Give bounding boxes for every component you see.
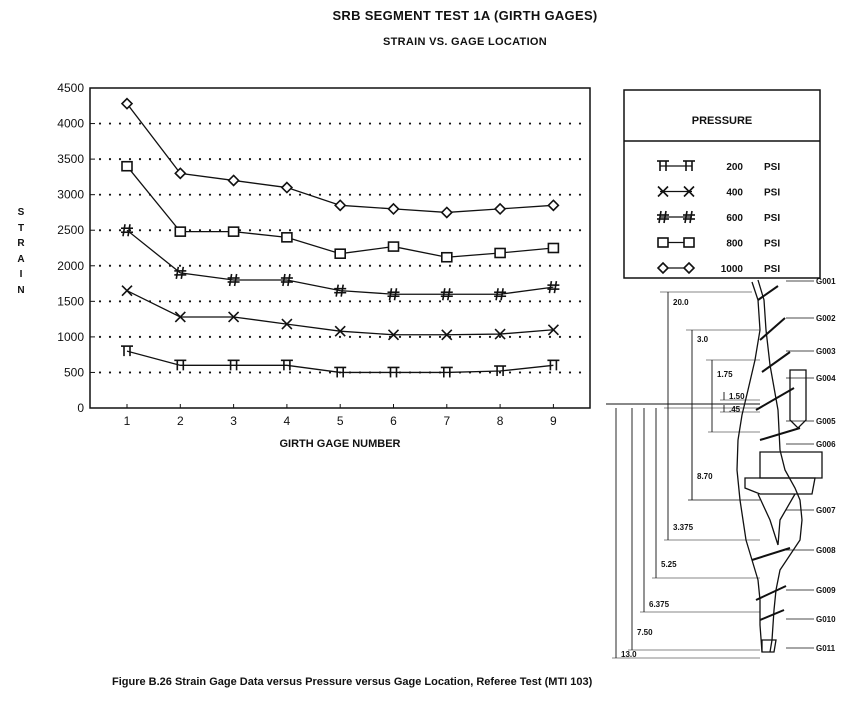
data-point-square	[282, 233, 292, 242]
y-tick-label: 0	[77, 401, 84, 415]
hatch-line	[760, 318, 785, 340]
y-tick-label: 2500	[57, 223, 84, 238]
y-axis-label-letter: T	[17, 222, 25, 234]
y-tick-label: 4000	[57, 116, 84, 131]
x-tick-label: 9	[550, 414, 557, 428]
data-point-diamond	[389, 204, 399, 214]
legend-item	[657, 211, 780, 224]
dimension-label: 7.50	[637, 628, 653, 637]
legend-label: 600	[726, 213, 743, 224]
legend-unit: PSI	[764, 162, 781, 173]
data-point-diamond	[495, 204, 505, 214]
data-point-square	[335, 249, 345, 258]
legend-unit: PSI	[764, 238, 781, 250]
dimension-label: 1.75	[717, 370, 733, 379]
gage-label: G003	[816, 347, 836, 356]
y-tick-label: 1000	[57, 329, 84, 344]
data-point-square	[175, 227, 185, 236]
hatch-line	[760, 610, 784, 620]
hatch-line	[752, 548, 790, 560]
series-600-psi	[121, 224, 559, 300]
legend-unit: PSI	[764, 213, 781, 224]
gage-label: G002	[816, 314, 836, 323]
y-axis-label-letter: N	[17, 284, 25, 296]
data-point-diamond	[175, 168, 185, 178]
data-point-diamond	[335, 200, 345, 210]
x-tick-label: 8	[496, 414, 504, 428]
legend-label: 1000	[720, 264, 743, 275]
legend-label: 400	[726, 187, 743, 199]
gage-label: G006	[816, 440, 836, 449]
data-point-square	[658, 238, 668, 247]
section-outline	[762, 640, 776, 652]
legend-unit: PSI	[764, 264, 781, 275]
gage-label: G004	[816, 374, 836, 383]
data-point-diamond	[658, 263, 668, 273]
series-200-psi	[121, 346, 559, 377]
section-outline	[737, 282, 762, 652]
data-point-square	[548, 244, 558, 253]
y-tick-label: 3000	[57, 187, 84, 202]
x-axis-label: GIRTH GAGE NUMBER	[279, 438, 401, 450]
y-tick-label: 2000	[57, 258, 84, 273]
y-tick-label: 1500	[57, 294, 84, 309]
hatch-line	[762, 352, 790, 372]
y-tick-label: 3500	[57, 152, 84, 167]
gage-label: G001	[816, 277, 836, 286]
plot-frame	[90, 88, 590, 408]
segment-cross-section	[737, 280, 822, 652]
data-point-diamond	[548, 200, 558, 210]
dimension-label: 5.25	[661, 560, 677, 569]
y-axis-label-letter: S	[17, 207, 25, 218]
y-axis-label-letter: A	[17, 253, 25, 265]
gage-label: G009	[816, 586, 836, 595]
x-tick-label: 1	[123, 414, 131, 428]
gage-label: G010	[816, 615, 836, 624]
legend-title: PRESSURE	[691, 115, 753, 127]
data-point-square	[122, 162, 132, 171]
data-point-diamond	[282, 183, 292, 193]
section-outline	[758, 494, 795, 545]
hatch-line	[756, 586, 786, 600]
data-point-square	[495, 248, 505, 257]
y-tick-label: 4500	[57, 81, 84, 95]
data-point-diamond	[229, 175, 239, 185]
figure-caption: Figure B.26 Strain Gage Data versus Pressure versus Gage Location, Referee Test (MTI 103)	[112, 676, 593, 688]
series-line	[127, 166, 553, 257]
chart-subtitle: STRAIN VS. GAGE LOCATION	[382, 36, 548, 48]
legend-item	[658, 263, 780, 275]
y-axis-label-letter: I	[19, 269, 23, 280]
chart-title: SRB SEGMENT TEST 1A (GIRTH GAGES)	[332, 8, 598, 23]
x-tick-label: 4	[283, 414, 291, 428]
dimension-label: .45	[729, 405, 741, 414]
data-point-square	[389, 242, 399, 251]
legend-item	[658, 238, 780, 250]
x-tick-label: 7	[443, 414, 451, 428]
series-line	[127, 230, 553, 294]
data-point-diamond	[442, 207, 452, 217]
gage-label: G011	[816, 644, 836, 653]
series-800-psi	[122, 162, 558, 262]
section-outline	[745, 478, 815, 494]
gage-label: G008	[816, 546, 836, 555]
dimension-label: 8.70	[697, 472, 713, 481]
dimension-label: 1.50	[729, 392, 745, 401]
y-tick-label: 500	[63, 365, 84, 380]
dimension-label: 3.375	[673, 523, 694, 532]
series-line	[127, 291, 553, 335]
legend-unit: PSI	[764, 187, 781, 199]
legend-label: 800	[726, 238, 743, 250]
data-point-square	[229, 227, 239, 236]
x-tick-label: 6	[390, 414, 397, 428]
section-outline	[760, 452, 822, 478]
data-point-square	[442, 253, 452, 262]
section-outline	[790, 370, 806, 428]
dimension-label: 3.0	[697, 335, 709, 344]
legend-label: 200	[726, 162, 743, 173]
legend	[624, 90, 820, 278]
data-point-diamond	[122, 99, 132, 109]
x-tick-label: 3	[230, 414, 237, 428]
gage-label: G005	[816, 417, 836, 426]
series-line	[127, 351, 553, 372]
x-tick-label: 5	[336, 414, 344, 428]
data-point-diamond	[684, 263, 694, 273]
legend-item	[658, 187, 780, 199]
dimension-label: 13.0	[621, 650, 637, 659]
y-axis-label-letter: R	[17, 238, 25, 249]
gage-label: G007	[816, 506, 836, 515]
data-point-x	[122, 286, 132, 296]
x-tick-label: 2	[176, 414, 184, 428]
dimension-label: 6.375	[649, 600, 670, 609]
legend-item	[657, 161, 780, 173]
dimension-label: 20.0	[673, 298, 689, 307]
data-point-square	[684, 238, 694, 247]
